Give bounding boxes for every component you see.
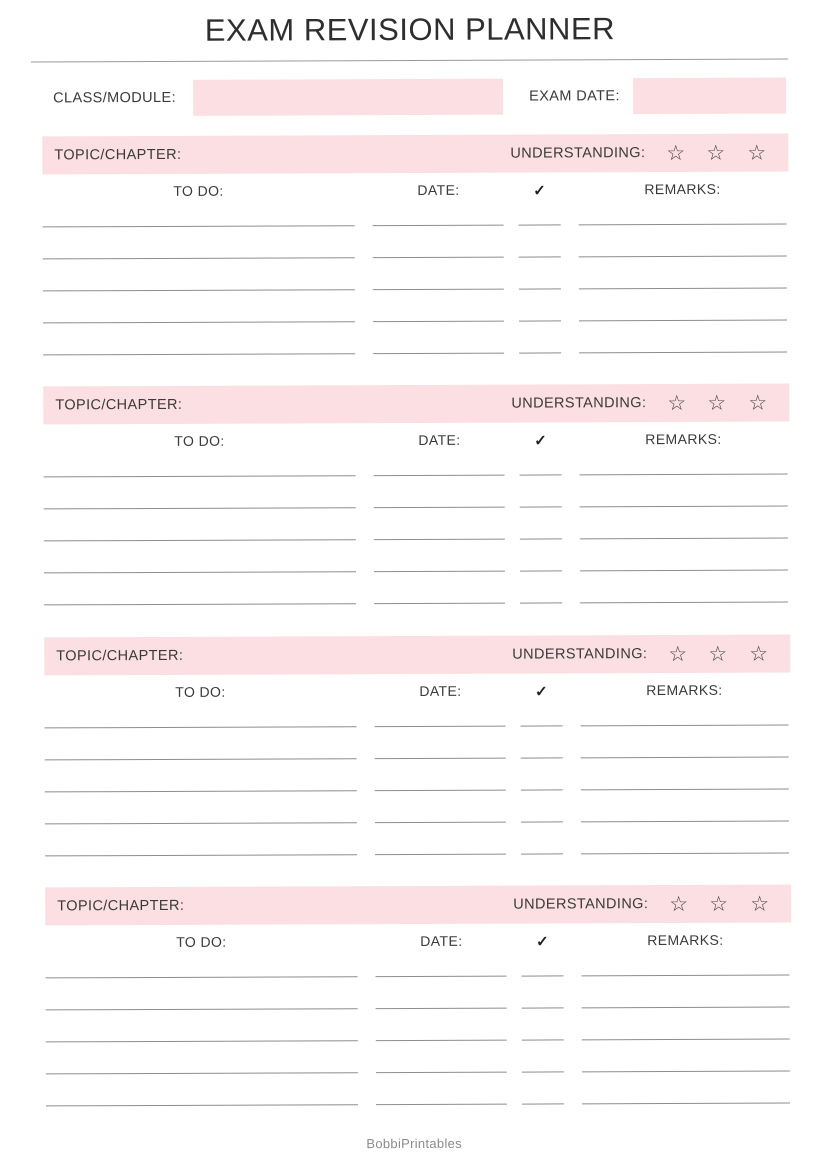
- check-line[interactable]: [519, 320, 561, 321]
- entry-row: [0, 0, 822, 2]
- date-line[interactable]: [375, 822, 506, 824]
- todo-line[interactable]: [44, 475, 356, 477]
- entry-row: [0, 0, 822, 2]
- entry-row: [0, 0, 822, 2]
- remarks-line[interactable]: [582, 1039, 790, 1041]
- understanding-star-icon[interactable]: ☆: [667, 391, 687, 416]
- exam-date-field[interactable]: [633, 78, 786, 115]
- remarks-line[interactable]: [579, 256, 787, 258]
- todo-line[interactable]: [43, 225, 355, 227]
- check-line[interactable]: [520, 538, 562, 539]
- date-line[interactable]: [376, 1104, 507, 1106]
- entry-row: [0, 0, 822, 2]
- remarks-line[interactable]: [580, 602, 788, 604]
- remarks-line[interactable]: [579, 320, 787, 322]
- date-line[interactable]: [376, 1040, 507, 1042]
- todo-line[interactable]: [45, 726, 357, 728]
- remarks-line[interactable]: [582, 975, 790, 977]
- date-line[interactable]: [373, 353, 504, 355]
- date-line[interactable]: [374, 571, 505, 573]
- todo-line[interactable]: [46, 1008, 358, 1010]
- date-line[interactable]: [373, 257, 504, 259]
- check-column-header: ✓: [533, 182, 546, 200]
- date-line[interactable]: [374, 475, 505, 477]
- understanding-star-icon[interactable]: ☆: [707, 391, 727, 415]
- understanding-label: UNDERSTANDING:: [511, 395, 647, 412]
- footer-brand: BobbiPrintables: [366, 1135, 462, 1152]
- check-line[interactable]: [520, 506, 562, 507]
- check-line[interactable]: [520, 570, 562, 571]
- todo-column-header: TO DO:: [174, 432, 225, 449]
- entry-row: [0, 0, 822, 2]
- understanding-star-icon[interactable]: ☆: [750, 892, 770, 916]
- remarks-line[interactable]: [582, 1007, 790, 1009]
- remarks-line[interactable]: [580, 570, 788, 572]
- check-line[interactable]: [521, 789, 563, 790]
- entry-row: [0, 0, 822, 2]
- entry-row: [0, 0, 822, 2]
- understanding-star-icon[interactable]: ☆: [748, 391, 768, 415]
- understanding-label: UNDERSTANDING:: [513, 896, 649, 913]
- check-column-header: ✓: [536, 933, 549, 951]
- remarks-line[interactable]: [579, 352, 787, 354]
- todo-line[interactable]: [43, 289, 355, 291]
- remarks-column-header: REMARKS:: [647, 931, 724, 949]
- remarks-line[interactable]: [582, 1071, 790, 1073]
- understanding-star-icon[interactable]: ☆: [708, 642, 728, 666]
- entry-row: [0, 0, 822, 2]
- remarks-line[interactable]: [580, 538, 788, 540]
- date-line[interactable]: [375, 726, 506, 728]
- remarks-line[interactable]: [579, 288, 787, 290]
- date-line[interactable]: [375, 854, 506, 856]
- entry-row: [0, 0, 822, 2]
- topic-chapter-input[interactable]: [189, 391, 499, 418]
- check-line[interactable]: [521, 725, 563, 726]
- todo-line[interactable]: [46, 1104, 358, 1106]
- remarks-line[interactable]: [580, 506, 788, 508]
- date-line[interactable]: [375, 758, 506, 760]
- date-line[interactable]: [376, 1008, 507, 1010]
- check-line[interactable]: [519, 256, 561, 257]
- todo-line[interactable]: [46, 976, 358, 978]
- understanding-label: UNDERSTANDING:: [510, 145, 646, 162]
- entry-row: [0, 0, 822, 2]
- todo-line[interactable]: [43, 353, 355, 355]
- check-line[interactable]: [519, 224, 561, 225]
- topic-chapter-label: TOPIC/CHAPTER:: [55, 396, 183, 414]
- check-column-header: ✓: [534, 432, 547, 450]
- understanding-star-icon[interactable]: ☆: [668, 642, 688, 667]
- remarks-column-header: REMARKS:: [644, 180, 721, 198]
- check-line[interactable]: [519, 352, 561, 353]
- todo-line[interactable]: [45, 758, 357, 760]
- entry-row: [0, 0, 822, 2]
- todo-line[interactable]: [43, 321, 355, 323]
- date-column-header: DATE:: [420, 932, 463, 949]
- check-line[interactable]: [522, 975, 564, 976]
- entry-row: [0, 0, 822, 2]
- check-line[interactable]: [522, 1007, 564, 1008]
- understanding-star-icon[interactable]: ☆: [706, 141, 726, 165]
- date-line[interactable]: [374, 603, 505, 605]
- date-line[interactable]: [374, 539, 505, 541]
- understanding-label: UNDERSTANDING:: [512, 646, 648, 663]
- date-line[interactable]: [373, 321, 504, 323]
- remarks-line[interactable]: [582, 1103, 790, 1105]
- date-column-header: DATE:: [417, 181, 460, 198]
- understanding-star-icon[interactable]: ☆: [749, 642, 769, 666]
- entry-row: [0, 0, 822, 2]
- remarks-line[interactable]: [581, 789, 789, 791]
- remarks-column-header: REMARKS:: [645, 430, 722, 448]
- todo-line[interactable]: [44, 539, 356, 541]
- check-line[interactable]: [522, 1039, 564, 1040]
- date-line[interactable]: [376, 1072, 507, 1074]
- date-line[interactable]: [375, 790, 506, 792]
- topic-chapter-input[interactable]: [188, 141, 498, 168]
- todo-line[interactable]: [44, 571, 356, 573]
- todo-line[interactable]: [44, 603, 356, 605]
- check-line[interactable]: [521, 757, 563, 758]
- entry-row: [0, 0, 822, 2]
- topic-chapter-label: TOPIC/CHAPTER:: [57, 897, 185, 915]
- remarks-line[interactable]: [579, 224, 787, 226]
- todo-line[interactable]: [46, 1040, 358, 1042]
- date-column-header: DATE:: [419, 682, 462, 699]
- remarks-line[interactable]: [581, 853, 789, 855]
- date-line[interactable]: [376, 976, 507, 978]
- topic-chapter-label: TOPIC/CHAPTER:: [56, 647, 184, 665]
- title-divider: [31, 59, 788, 63]
- todo-line[interactable]: [45, 822, 357, 824]
- page-title: EXAM REVISION PLANNER: [204, 11, 616, 48]
- remarks-line[interactable]: [581, 757, 789, 759]
- remarks-line[interactable]: [581, 725, 789, 727]
- entry-row: [0, 0, 822, 2]
- check-line[interactable]: [522, 1071, 564, 1072]
- todo-column-header: TO DO:: [173, 182, 224, 199]
- date-line[interactable]: [373, 289, 504, 291]
- understanding-star-icon[interactable]: ☆: [709, 892, 729, 916]
- entry-row: [0, 0, 822, 2]
- check-line[interactable]: [520, 602, 562, 603]
- todo-column-header: TO DO:: [175, 683, 226, 700]
- date-line[interactable]: [373, 225, 504, 227]
- todo-line[interactable]: [43, 257, 355, 259]
- todo-column-header: TO DO:: [176, 933, 227, 950]
- topic-chapter-label: TOPIC/CHAPTER:: [54, 146, 182, 164]
- date-line[interactable]: [374, 507, 505, 509]
- exam-date-label: EXAM DATE:: [529, 88, 620, 105]
- check-line[interactable]: [522, 1103, 564, 1104]
- class-module-label: CLASS/MODULE:: [53, 89, 177, 107]
- todo-line[interactable]: [45, 854, 357, 856]
- understanding-star-icon[interactable]: ☆: [747, 141, 767, 165]
- topic-chapter-input[interactable]: [191, 892, 501, 919]
- understanding-star-icon[interactable]: ☆: [669, 892, 689, 917]
- entry-row: [0, 0, 822, 2]
- date-column-header: DATE:: [418, 431, 461, 448]
- remarks-line[interactable]: [580, 474, 788, 476]
- check-line[interactable]: [519, 288, 561, 289]
- entry-row: [0, 0, 822, 2]
- entry-row: [0, 0, 822, 2]
- check-column-header: ✓: [535, 683, 548, 701]
- check-line[interactable]: [521, 853, 563, 854]
- understanding-star-icon[interactable]: ☆: [666, 141, 686, 166]
- class-module-field[interactable]: [193, 79, 503, 116]
- topic-chapter-input[interactable]: [190, 642, 500, 669]
- remarks-line[interactable]: [581, 821, 789, 823]
- check-line[interactable]: [520, 474, 562, 475]
- check-line[interactable]: [521, 821, 563, 822]
- todo-line[interactable]: [44, 507, 356, 509]
- remarks-column-header: REMARKS:: [646, 681, 723, 699]
- todo-line[interactable]: [46, 1072, 358, 1074]
- entry-row: [0, 0, 822, 2]
- todo-line[interactable]: [45, 790, 357, 792]
